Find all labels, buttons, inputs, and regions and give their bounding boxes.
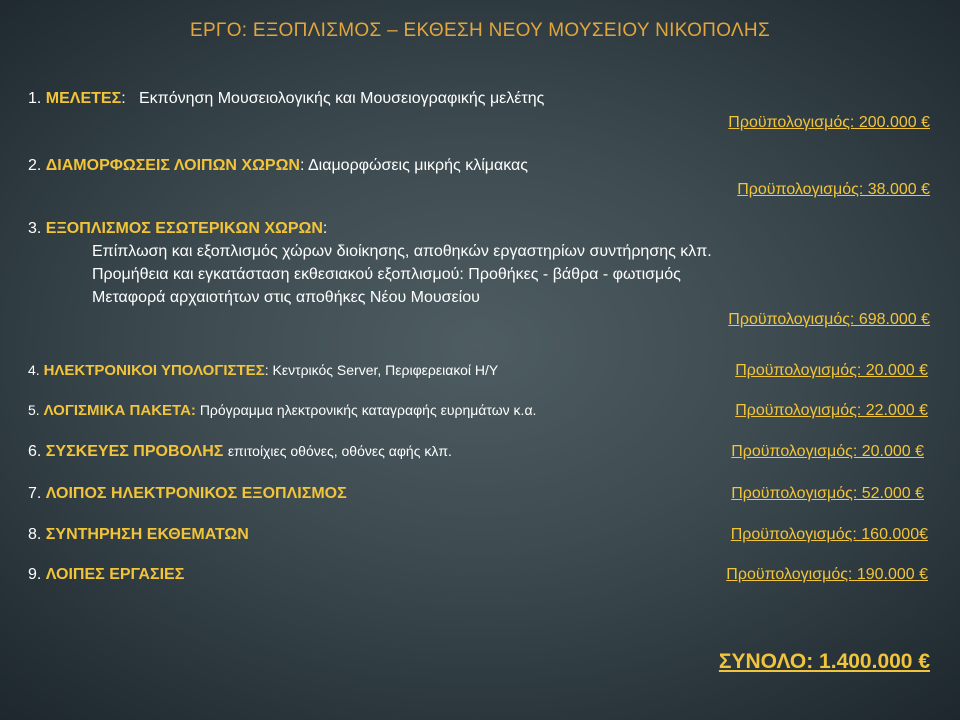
item-projection [28,443,452,461]
item-other-spaces [28,157,528,175]
item-number: 1. [28,90,42,107]
item-heading: ΛΟΓΙΣΜΙΚΑ ΠΑΚΕΤΑ: [43,402,196,419]
item-description: επιτοίχιες οθόνες, οθόνες αφής κλπ. [227,443,452,459]
item-heading: ΕΞΟΠΛΙΣΜΟΣ ΕΣΩΤΕΡΙΚΩΝ ΧΩΡΩΝ [45,220,323,237]
item-software [28,402,536,419]
item-interior-equipment [28,220,327,238]
item-heading: ΣΥΣΚΕΥΕΣ ΠΡΟΒΟΛΗΣ [45,443,224,460]
item-conservation [28,526,249,544]
item-heading: ΛΟΙΠΕΣ ΕΡΓΑΣΙΕΣ [45,566,185,583]
grand-total: ΣΥΝΟΛΟ: 1.400.000 € [718,650,930,673]
item-heading: ΔΙΑΜΟΡΦΩΣΕΙΣ ΛΟΙΠΩΝ ΧΩΡΩΝ [45,157,300,174]
item-budget: Προϋπολογισμός: 20.000 € [731,443,924,460]
page-title: ΕΡΓΟ: ΕΞΟΠΛΙΣΜΟΣ – ΕΚΘΕΣΗ ΝΕΟΥ ΜΟΥΣΕΙΟΥ ΝΙΚΟΠΟΛΗΣ [189,20,770,41]
item-budget: Προϋπολογισμός: 20.000 € [735,362,928,379]
item-heading: ΗΛΕΚΤΡΟΝΙΚΟΙ ΥΠΟΛΟΓΙΣΤΕΣ [43,362,265,379]
item-number: 8. [28,526,42,543]
item-budget: Προϋπολογισμός: 38.000 € [737,181,930,198]
item-number: 2. [28,157,42,174]
item-description: Εκπόνηση Μουσειολογικής και Μουσειογραφικής μελέτης [138,90,545,107]
item-budget: Προϋπολογισμός: 190.000 € [726,566,928,583]
item-description: Πρόγραμμα ηλεκτρονικής καταγραφής ευρημάτων κ.α. [199,402,537,418]
item-number: 4. [28,362,40,378]
item-separator: : [322,220,328,237]
item-subline: Προμήθεια και εγκατάσταση εκθεσιακού εξοπλισμού: Προθήκες - βάθρα - φωτισμός [92,266,681,283]
item-heading: ΛΟΙΠΟΣ ΗΛΕΚΤΡΟΝΙΚΟΣ ΕΞΟΠΛΙΣΜΟΣ [45,485,347,502]
item-budget: Προϋπολογισμός: 160.000€ [730,526,928,543]
item-computers [28,362,498,379]
item-description: Διαμορφώσεις μικρής κλίμακας [307,157,528,174]
item-number: 5. [28,402,40,418]
item-other-electronics [28,485,347,503]
item-budget: Προϋπολογισμός: 698.000 € [728,311,930,328]
item-separator: : [264,362,269,378]
item-separator: : [121,90,126,107]
item-other-works [28,566,184,584]
item-budget: Προϋπολογισμός: 22.000 € [735,402,928,419]
item-budget: Προϋπολογισμός: 200.000 € [728,114,930,131]
item-subline: Μεταφορά αρχαιοτήτων στις αποθήκες Νέου Μουσείου [92,289,480,306]
item-number: 9. [28,566,42,583]
item-budget: Προϋπολογισμός: 52.000 € [731,485,924,502]
item-studies [28,90,544,108]
item-number: 7. [28,485,42,502]
item-number: 6. [28,443,42,460]
item-subline: Επίπλωση και εξοπλισμός χώρων διοίκησης, αποθηκών εργαστηρίων συντήρησης κλπ. [92,243,712,260]
item-heading: ΜΕΛΕΤΕΣ [45,90,122,107]
item-separator: : [299,157,305,174]
item-description: Κεντρικός Server, Περιφερειακοί Η/Υ [272,362,499,378]
item-number: 3. [28,220,42,237]
item-heading: ΣΥΝΤΗΡΗΣΗ ΕΚΘΕΜΑΤΩΝ [45,526,249,543]
